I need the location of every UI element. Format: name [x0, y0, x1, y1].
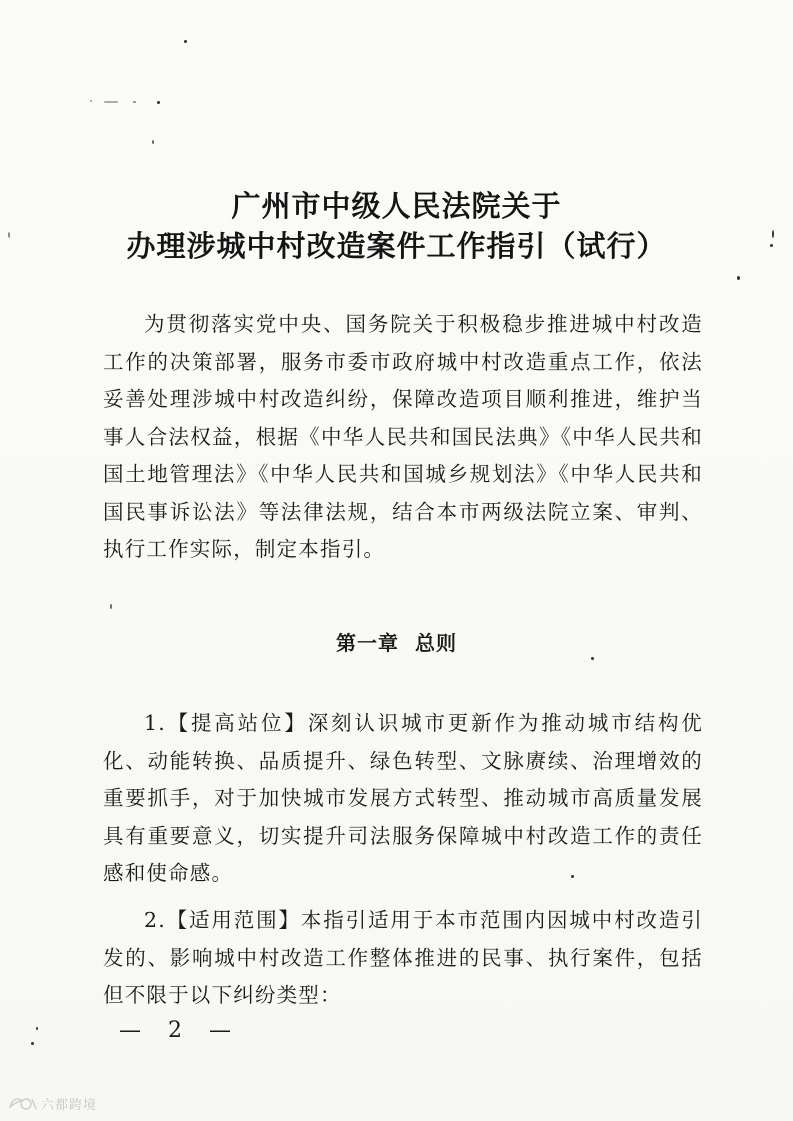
document-title-line-2: 办理涉城中村改造案件工作指引（试行）: [126, 229, 667, 263]
article-2-paragraph: 2.【适用范围】本指引适用于本市范围内因城中村改造引发的、影响城中村改造工作整体推进的民事、执行案件，包括但不限于以下纠纷类型：: [103, 908, 703, 1007]
scan-speck: [104, 101, 118, 103]
scan-speck: [184, 40, 187, 43]
article-1-paragraph: 1.【提高站位】深刻认识城市更新作为推动城市结构优化、动能转换、品质提升、绿色转型、文脉赓续、治理增效的重要抓手，对于加快城市发展方式转型、推动城市高质量发展具有重要意义，切实提升司法服务保障城中村改造工作的责任感和使命感。: [103, 711, 703, 885]
scan-speck: [133, 101, 136, 103]
scan-speck: [31, 1042, 34, 1045]
intro-paragraph: 为贯彻落实党中央、国务院关于积极稳步推进城中村改造工作的决策部署，服务市委市政府城中村改造重点工作，依法妥善处理涉城中村改造纠纷，保障改造项目顺利推进，维护当事人合法权益，根据《中华人民共和国民法典》《中华人民共和国土地管理法》《中华人民共和国城乡规划法》《中华人民共和国民事诉讼法》等法律法规，结合本市两级法院立案、审判、执行工作实际，制定本指引。: [103, 312, 703, 561]
watermark-text: 六都跨境: [41, 1098, 98, 1113]
document-title-line-1: 广州市中级人民法院关于: [231, 189, 562, 223]
chapter-heading: 第一章 总则: [336, 631, 457, 655]
scan-speck: [36, 1027, 38, 1030]
scan-speck: [737, 276, 740, 280]
scan-speck: [157, 101, 160, 104]
page-number: — 2 —: [119, 1018, 241, 1043]
scan-speck: [591, 657, 594, 660]
scan-speck: [90, 100, 92, 102]
scan-speck: [110, 604, 112, 609]
watermark: [8, 1094, 97, 1113]
leaf-logo-icon: [8, 1095, 38, 1113]
scan-speck: [152, 140, 154, 144]
